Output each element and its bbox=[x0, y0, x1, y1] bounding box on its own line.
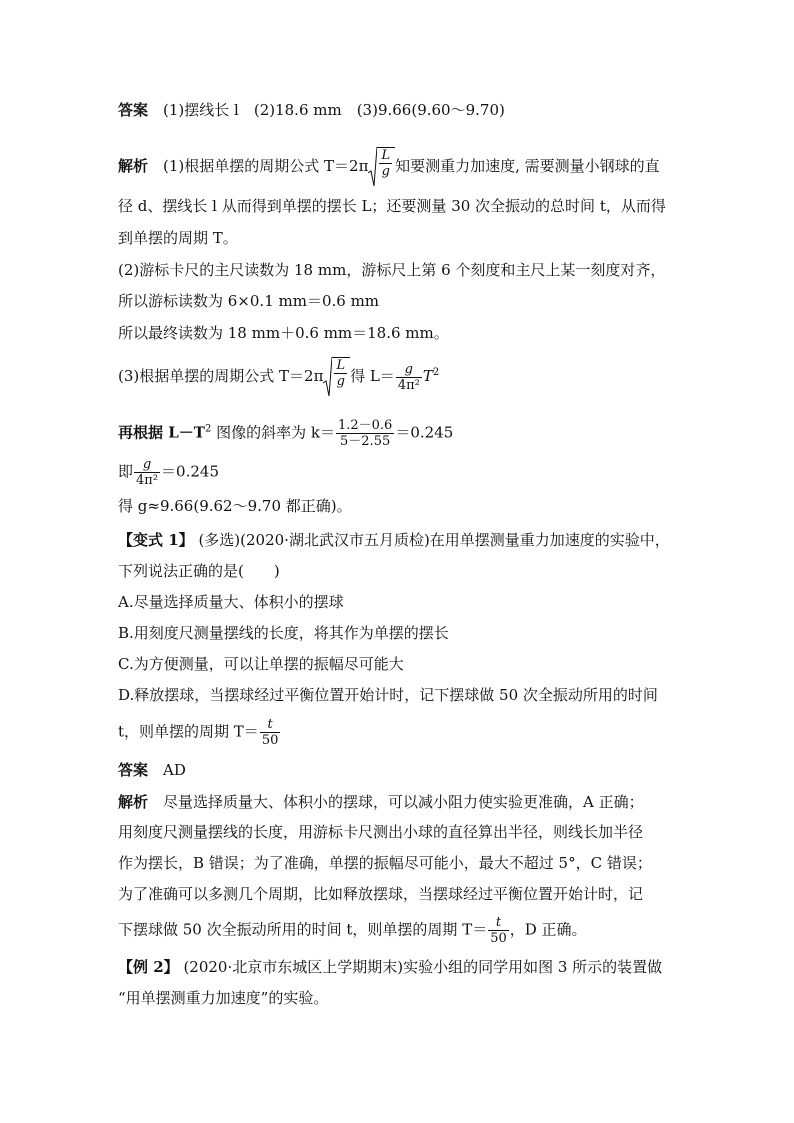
answer-1 bbox=[118, 100, 505, 120]
variant-1-question-line-1: 【变式 1】 (多选)(2020·湖北武汉市五月质检)在用单摆测量重力加速度的实验中， bbox=[118, 531, 670, 549]
solution-b-line-4: 为了准确可以多测几个周期，比如释放摆球，当摆球经过平衡位置开始计时，记 bbox=[118, 885, 644, 903]
solution-b-line-2: 用刻度尺测量摆线的长度，用游标卡尺测出小球的直径算出半径，则线长加半径 bbox=[118, 823, 644, 841]
option-d-line-2: t，则单摆的周期 T＝ $\frac{t}{50}$ bbox=[118, 717, 279, 748]
solution-1-line-3: 到单摆的周期 T。 bbox=[118, 229, 238, 247]
solution-3-line-4: 得 g≈9.66(9.62～9.70 都正确)。 bbox=[118, 497, 352, 515]
variant-1-question-line-2: 下列说法正确的是( ) bbox=[118, 562, 280, 580]
answer-label: 答案 bbox=[118, 101, 149, 119]
solution-1-line-1: 解析 (1)根据单摆的周期公式 T＝2π $\frac{L}{g}$ 知要测重力加速度, 需要测量小钢球的直 bbox=[118, 147, 660, 187]
answer-label: 答案 bbox=[118, 761, 149, 779]
sqrt-formula-2: $\frac{L}{g}$ bbox=[323, 357, 350, 397]
solution-label: 解析 bbox=[118, 793, 149, 811]
solution-3-line-3: 即 $\frac{g}{\text{4π²}}$ ＝0.245 bbox=[118, 457, 219, 488]
solution-2-line-1: (2)游标卡尺的主尺读数为 18 mm，游标尺上第 6 个刻度和主尺上某一刻度对齐， bbox=[118, 261, 666, 279]
answer-text: AD bbox=[163, 761, 186, 779]
example-2-line-2: “用单摆测重力加速度”的实验。 bbox=[118, 989, 329, 1007]
example-2-heading: 【例 2】 bbox=[118, 958, 179, 976]
option-b: B.用刻度尺测量摆线的长度，将其作为单摆的摆长 bbox=[118, 624, 449, 642]
answer-2 bbox=[118, 760, 186, 780]
option-c: C.为方便测量，可以让单摆的振幅尽可能大 bbox=[118, 655, 404, 673]
solution-label: 解析 bbox=[118, 157, 149, 175]
solution-b-line-5: 下摆球做 50 次全振动所用的时间 t，则单摆的周期 T＝ $\frac{t}{50}$ ，D 正确。 bbox=[118, 915, 587, 946]
sqrt-formula: $\frac{L}{g}$ bbox=[368, 147, 395, 187]
solution-3-line-1: (3)根据单摆的周期公式 T＝2π $\frac{L}{g}$ 得 L＝ $\frac{g}{\text{4π²}}$ $T^2$ bbox=[118, 357, 439, 397]
solution-3-line-2: 再根据 $L-T^2$ 图像的斜率为 k＝ $\frac{1.2-0.6}{5-2.55}$ ＝0.245 bbox=[118, 418, 454, 449]
solution-b-line-3: 作为摆长，B 错误；为了准确，单摆的振幅尽可能小，最大不超过 5°，C 错误； bbox=[118, 854, 652, 872]
solution-2-line-2: 所以游标读数为 6×0.1 mm＝0.6 mm bbox=[118, 292, 380, 310]
variant-1-heading: 【变式 1】 bbox=[118, 531, 194, 549]
option-d-line-1: D.释放摆球，当摆球经过平衡位置开始计时，记下摆球做 50 次全振动所用的时间 bbox=[118, 686, 658, 704]
answer-text: (1)摆线长 l (2)18.6 mm (3)9.66(9.60～9.70) bbox=[163, 101, 505, 119]
example-2-line-1: 【例 2】 (2020·北京市东城区上学期期末)实验小组的同学用如图 3 所示的装置做 bbox=[118, 958, 663, 976]
option-a: A.尽量选择质量大、体积小的摆球 bbox=[118, 593, 344, 611]
solution-1-line-2: 径 d、摆线长 l 从而得到单摆的摆长 L；还要测量 30 次全振动的总时间 t，从而得 bbox=[118, 197, 666, 215]
solution-b-line-1: 解析 尽量选择质量大、体积小的摆球，可以减小阻力使实验更准确，A 正确； bbox=[118, 793, 644, 811]
solution-2-line-3: 所以最终读数为 18 mm＋0.6 mm＝18.6 mm。 bbox=[118, 324, 449, 342]
